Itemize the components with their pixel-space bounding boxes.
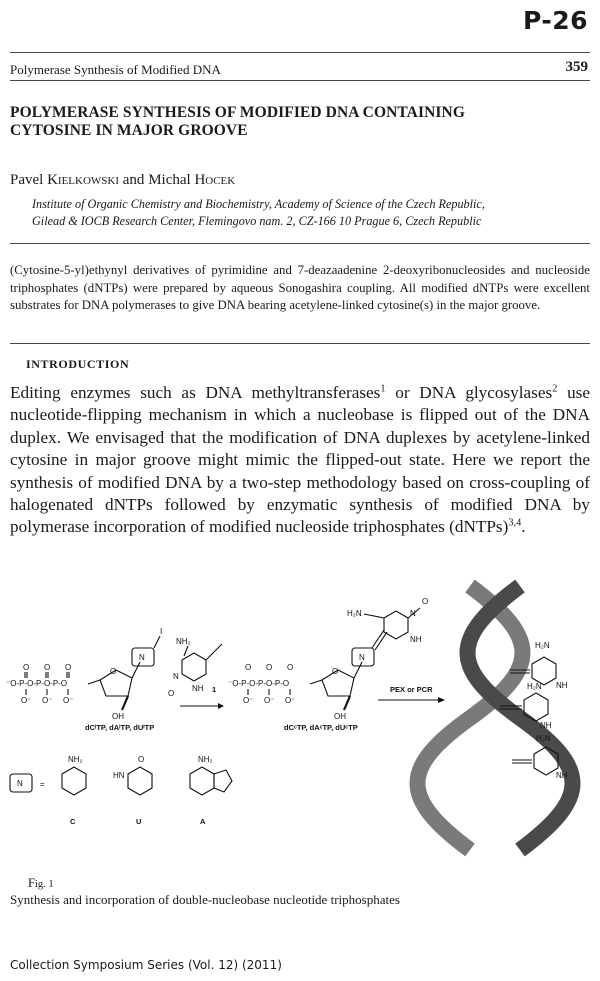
reactants-label: dCᴵTP, dAᴵTP, dUᴵTP (85, 723, 155, 732)
base-label-u: U (136, 817, 142, 826)
hydroxyl-label: OH (334, 712, 346, 721)
products-label: dCᶜTP, dAᶜTP, dUᶜTP (284, 723, 358, 732)
footer-citation: Collection Symposium Series (Vol. 12) (2011) (10, 958, 282, 972)
ring-nh: NH (192, 684, 204, 693)
figure-label-rest: ig. 1 (34, 879, 54, 890)
amine-label: H₂N (527, 682, 542, 691)
ring-oxygen: O (332, 667, 339, 676)
ring-hn: HN (113, 771, 125, 780)
authors (10, 172, 235, 189)
ring-nh: NH (556, 681, 568, 690)
title-line-2: CYTOSINE IN MAJOR GROOVE (10, 122, 248, 139)
author-separator: and (119, 172, 149, 188)
phosphate-ominus: O⁻ (264, 696, 275, 705)
carbonyl-o: O (168, 689, 175, 698)
phosphate-ominus: O⁻ (285, 696, 296, 705)
amine-label: H₂N (347, 609, 362, 618)
phosphate-o: O (287, 663, 294, 672)
title-line-1: POLYMERASE SYNTHESIS OF MODIFIED DNA CONTAINING (10, 104, 465, 121)
figure-1-scheme (0, 578, 600, 868)
ring-nh: NH (410, 635, 422, 644)
phosphate-o: O (245, 663, 252, 672)
reference-1: 1 (380, 383, 386, 395)
carbonyl-o: O (422, 597, 429, 606)
product-sugar (310, 630, 387, 721)
ring-n: N (173, 672, 179, 681)
figure-caption: Synthesis and incorporation of double-nucleobase nucleotide triphosphates (10, 892, 400, 907)
base-label-c: C (70, 817, 76, 826)
figure-label-prefix: F (28, 876, 35, 890)
uracil-structure (113, 755, 152, 826)
reference-3-4: 3,4 (508, 517, 522, 529)
amine-label: H₂N (536, 734, 551, 743)
intro-text-2: or DNA glycosylases (385, 383, 553, 402)
amine-label: H₂N (535, 641, 550, 650)
affiliation (32, 196, 592, 229)
article-title (10, 104, 570, 140)
hydroxyl-label: OH (112, 712, 124, 721)
author2-last: Hocek (194, 172, 236, 188)
cytosine-structure (62, 755, 86, 826)
figure-label (28, 876, 54, 891)
reactant-triphosphate (6, 663, 73, 705)
introduction-paragraph (10, 382, 590, 539)
phosphate-ominus: O⁻ (63, 696, 74, 705)
phosphate-o: O (266, 663, 273, 672)
legend-n: N (17, 779, 23, 788)
running-title: Polymerase Synthesis of Modified DNA (10, 62, 221, 77)
ring-n: N (410, 609, 416, 618)
amine-label: NH₂ (198, 755, 213, 764)
base-label-a: A (200, 817, 206, 826)
page-number: 359 (565, 59, 588, 75)
author2-first: Michal (148, 172, 195, 188)
base-legend (10, 755, 232, 826)
intro-text-3: use nucleotide-flipping mechanism in which a nucleobase is flipped out of the DNA duplex. We envisaged that the modification of DNA duplexes by acetylene-linked cytosine in major groove might mimic the flipped-out state. Here we report the synthesis of modified DNA by a two-step methodology based on cross-coupling of halogenated dNTPs followed by enzymatic synthesis of modified DNA by polymerase incorporation of modified nucleoside triphosphates (dNTPs) (10, 383, 591, 537)
author1-first: Pavel (10, 172, 48, 188)
header-bottom-rule (10, 80, 590, 81)
ring-nh: NH (540, 721, 552, 730)
product-triphosphate (228, 663, 295, 705)
triphosphate-label: ⁻O-P-O-P-O-P-O (228, 679, 290, 688)
affiliation-line-1: Institute of Organic Chemistry and Biochemistry, Academy of Science of the Czech Republic, (32, 197, 485, 211)
product-cytosine (347, 597, 428, 644)
carbonyl-o: O (138, 755, 145, 764)
reaction-arrowhead-2 (438, 697, 445, 703)
triphosphate-label: ⁻O-P-O-P-O-P-O (6, 679, 68, 688)
iodo-label: I (160, 627, 163, 636)
author1-last: Kielkowski (47, 172, 120, 188)
reference-2: 2 (552, 383, 558, 395)
abstract-bottom-rule (10, 343, 590, 344)
abstract: (Cytosine-5-yl)ethynyl derivatives of pyrimidine and 7-deazaadenine 2-deoxyribonucleosides and nucleoside triphosphates (dNTPs) were prepared by aqueous Sonogashira coupling. All modified dNTPs were excellent substrates for DNA polymerases to give DNA bearing acetylene-linked cytosine(s) in the major groove. (10, 263, 590, 313)
intro-text-1: Editing enzymes such as DNA methyltransferases (10, 383, 381, 402)
phosphate-ominus: O⁻ (21, 696, 32, 705)
phosphate-o: O (23, 663, 30, 672)
nucleobase-n: N (359, 653, 365, 662)
reaction-arrowhead-1 (218, 703, 224, 709)
ring-nh: NH (556, 771, 568, 780)
reactant-sugar (88, 627, 162, 721)
phosphate-o: O (44, 663, 51, 672)
nucleobase-n: N (139, 653, 145, 662)
header-top-rule (10, 52, 590, 53)
intro-text-4: . (521, 517, 526, 537)
arrow-condition-label: PEX or PCR (390, 685, 433, 694)
abstract-top-rule (10, 243, 590, 244)
poster-id: P-26 (522, 6, 588, 35)
phosphate-ominus: O⁻ (243, 696, 254, 705)
section-heading-introduction: INTRODUCTION (26, 357, 130, 371)
amine-label: NH₂ (176, 637, 191, 646)
compound-number-1: 1 (212, 685, 217, 694)
phosphate-o: O (65, 663, 72, 672)
amine-label: NH₂ (68, 755, 83, 764)
legend-equals: = (40, 780, 45, 789)
dna-double-helix (418, 586, 573, 850)
deazaadenine-structure (190, 755, 232, 826)
affiliation-line-2: Gilead & IOCB Research Center, Flemingovo nam. 2, CZ-166 10 Prague 6, Czech Republic (32, 213, 482, 228)
ring-oxygen: O (110, 667, 117, 676)
phosphate-ominus: O⁻ (42, 696, 53, 705)
compound-1-ethynylcytosine (168, 637, 222, 698)
